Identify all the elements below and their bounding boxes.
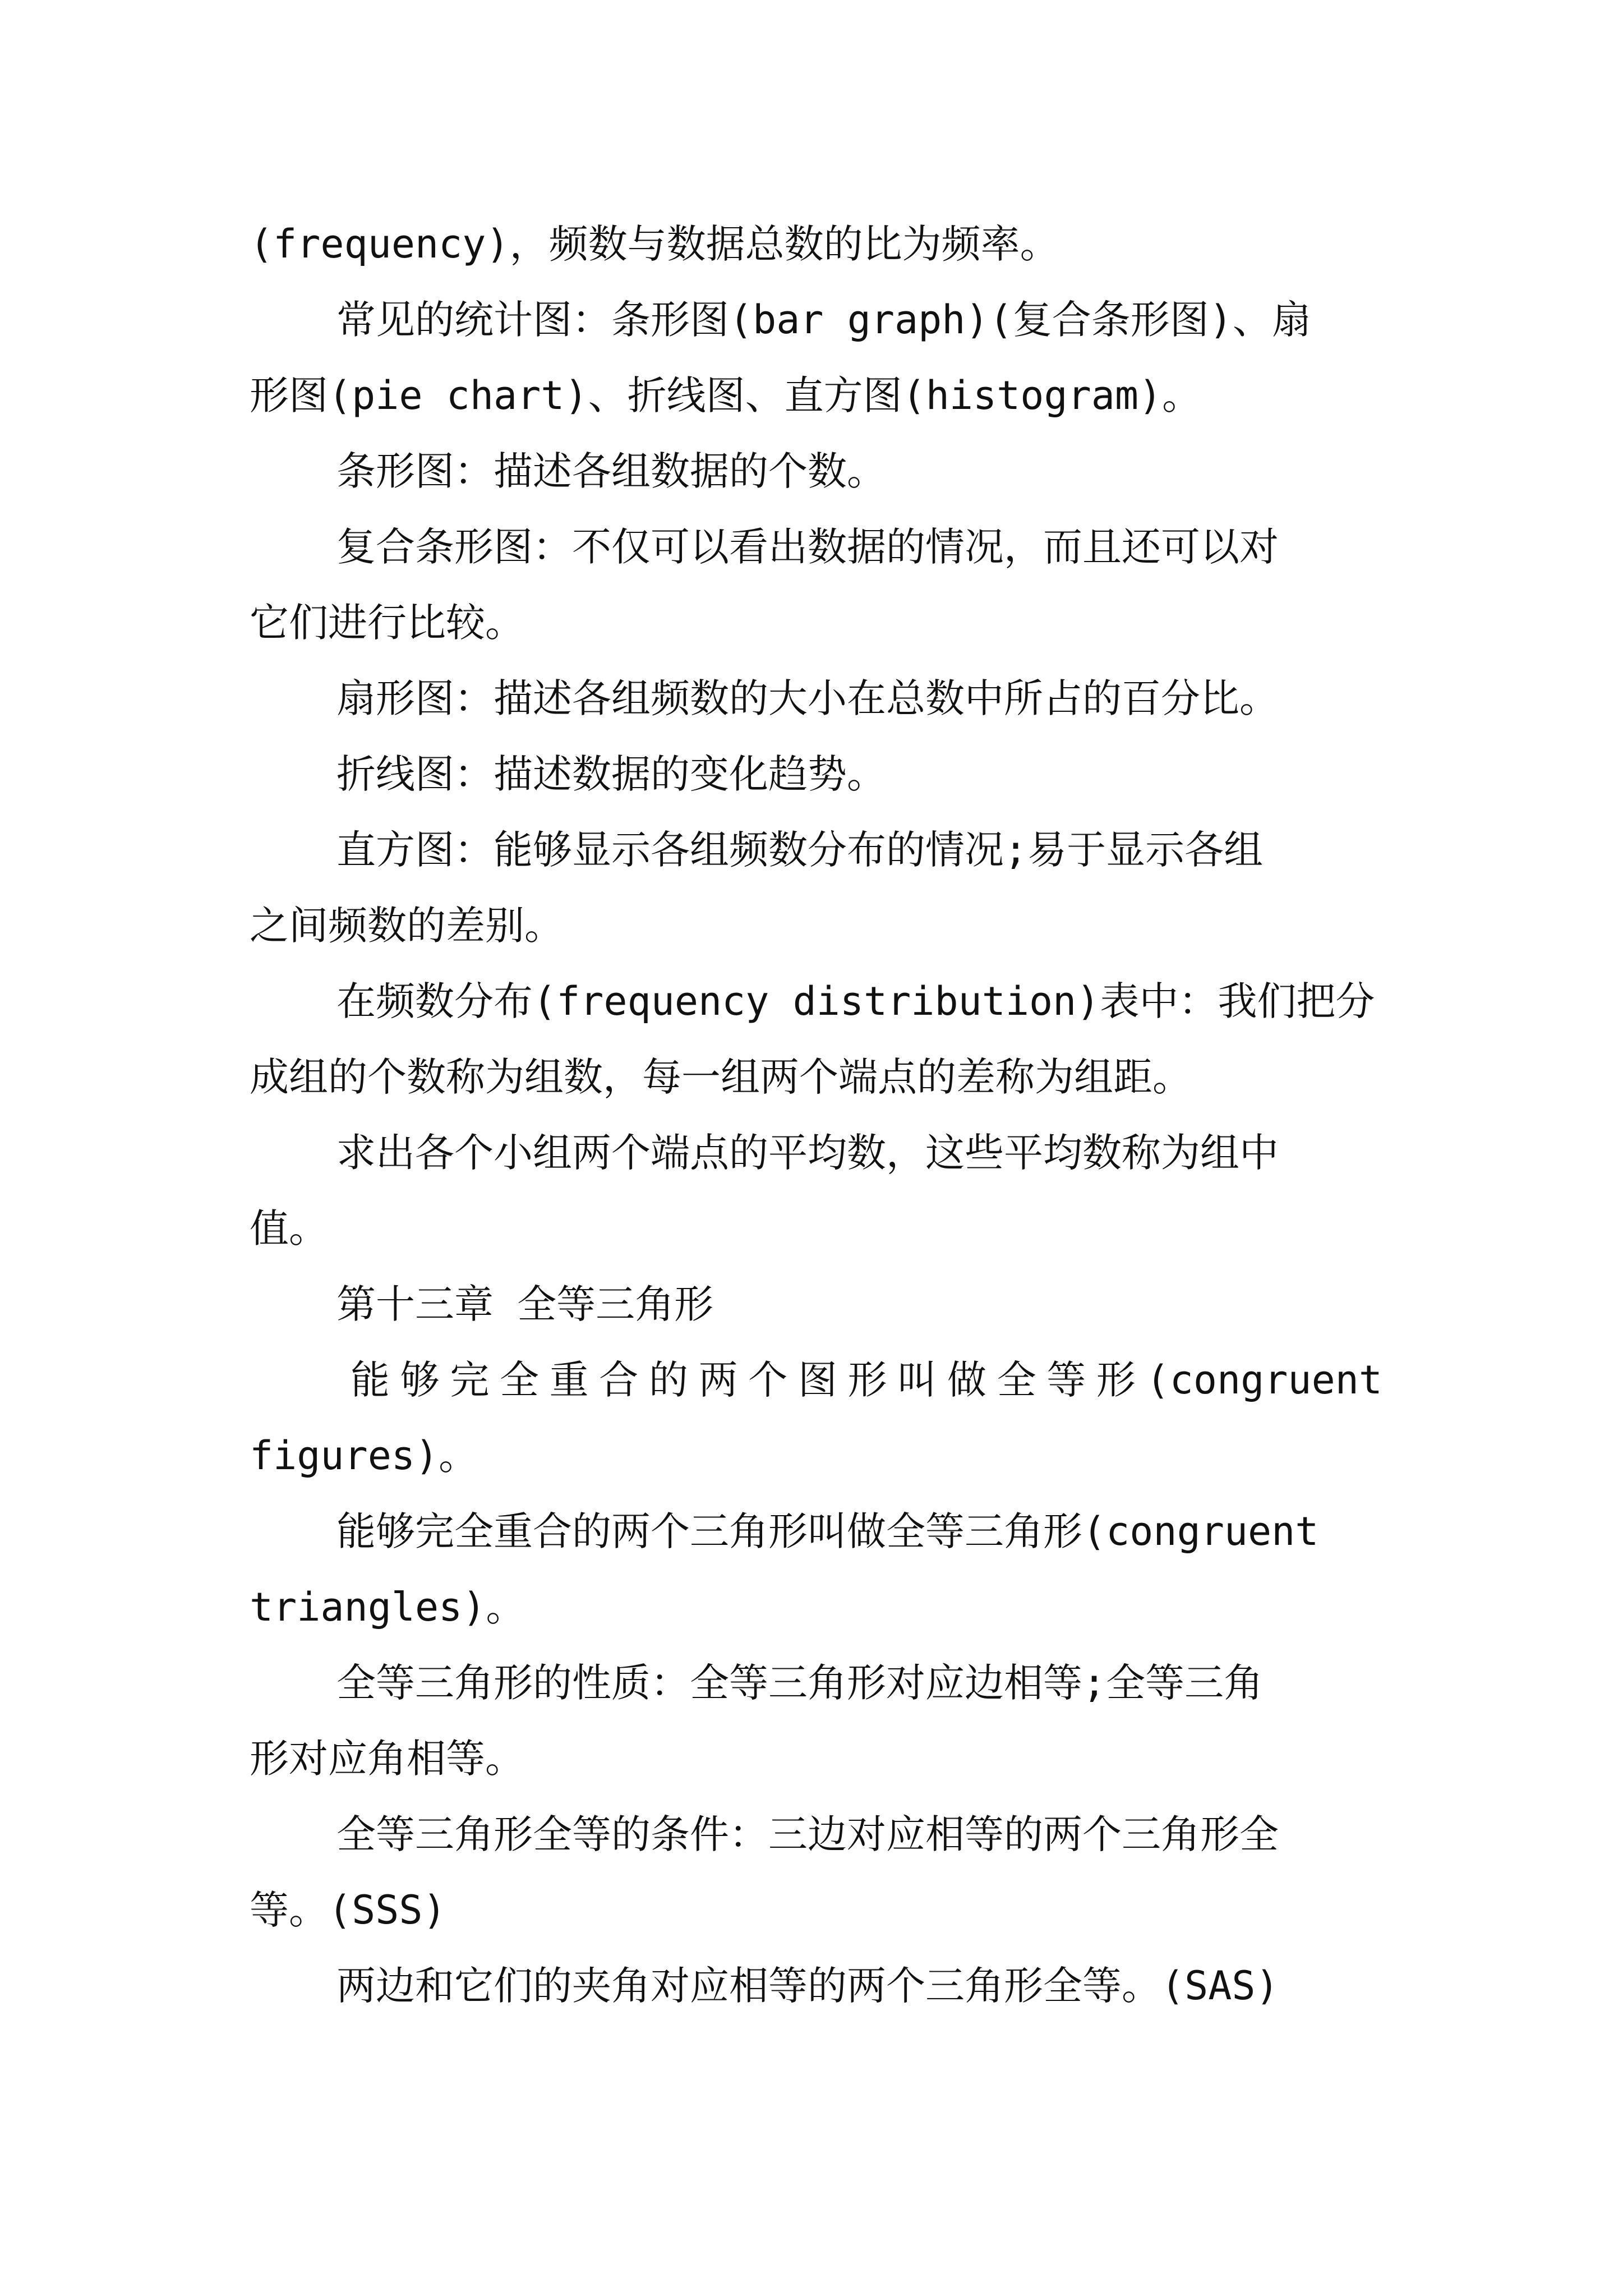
text-line: 在频数分布(frequency distribution)表中：我们把分 xyxy=(336,978,1375,1024)
text-line: 复合条形图：不仅可以看出数据的情况，而且还可以对 xyxy=(336,524,1279,570)
text-line: 形对应角相等。 xyxy=(250,1736,524,1782)
text-line: 能够完全重合的两个图形叫做全等形(congruent xyxy=(351,1357,1382,1403)
text-line: 常见的统计图：条形图(bar graph)(复合条形图)、扇 xyxy=(336,297,1311,343)
text-line: 能够完全重合的两个三角形叫做全等三角形(congruent xyxy=(336,1508,1319,1554)
text-line: 全等三角形全等的条件：三边对应相等的两个三角形全 xyxy=(336,1811,1279,1857)
text-line: 等。(SSS) xyxy=(250,1887,446,1933)
text-line: (frequency)，频数与数据总数的比为频率。 xyxy=(250,221,1059,267)
text-line: 两边和它们的夹角对应相等的两个三角形全等。(SAS) xyxy=(336,1963,1279,2009)
text-line: figures)。 xyxy=(250,1433,478,1479)
text-line: 折线图：描述数据的变化趋势。 xyxy=(336,751,886,797)
text-line: 全等三角形的性质：全等三角形对应边相等;全等三角 xyxy=(336,1660,1264,1706)
text-line: 形图(pie chart)、折线图、直方图(histogram)。 xyxy=(250,372,1202,418)
text-line: 扇形图：描述各组频数的大小在总数中所占的百分比。 xyxy=(336,675,1279,721)
text-line: triangles)。 xyxy=(250,1584,525,1630)
text-line: 条形图：描述各组数据的个数。 xyxy=(336,448,886,494)
text-line: 值。 xyxy=(250,1205,328,1251)
text-line: 直方图：能够显示各组频数分布的情况;易于显示各组 xyxy=(336,827,1264,873)
text-line: 求出各个小组两个端点的平均数，这些平均数称为组中 xyxy=(336,1130,1279,1176)
text-line: 之间频数的差别。 xyxy=(250,903,564,949)
text-line: 成组的个数称为组数，每一组两个端点的差称为组距。 xyxy=(250,1054,1192,1100)
chapter-heading: 第十三章 全等三角形 xyxy=(336,1281,714,1327)
text-line: 它们进行比较。 xyxy=(250,600,524,646)
